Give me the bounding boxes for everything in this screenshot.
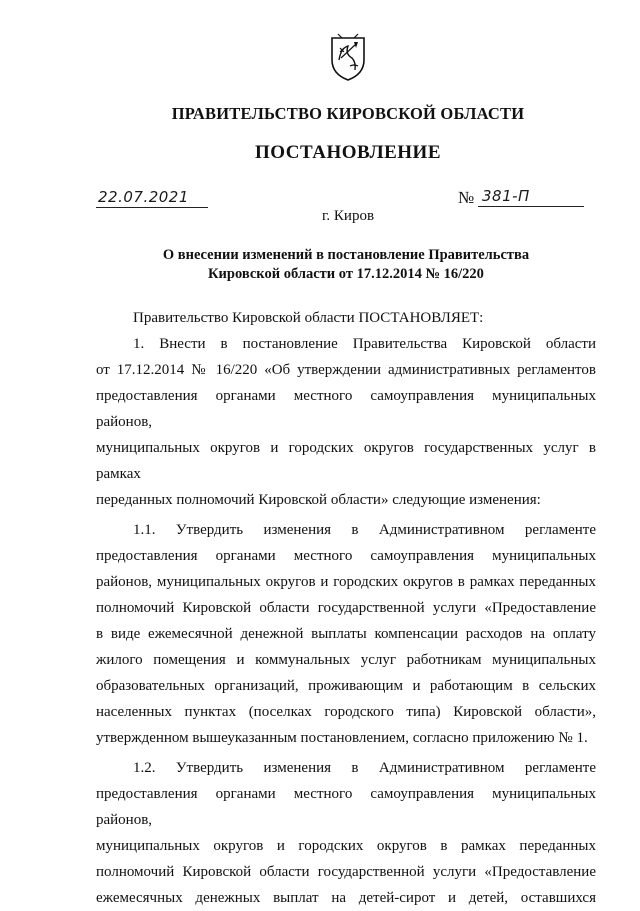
body-line: переданных полномочий Кировской области» следующие изменения: [96, 492, 541, 508]
body-line: в виде ежемесячной денежной выплаты компенсации расходов на оплату [96, 626, 596, 642]
body-line: утвержденном вышеуказанным постановлением, согласно приложению № 1. [96, 730, 588, 746]
document-body [96, 305, 596, 911]
body-line: от 17.12.2014 № 16/220 «Об утверждении административных регламентов [96, 362, 596, 378]
document-type-title: ПОСТАНОВЛЕНИЕ [254, 142, 442, 163]
body-line: муниципальных округов и городских округов государственных услуг в рамках [96, 440, 596, 482]
body-line: населенных пунктах (поселках городского типа) Кировской области», [96, 704, 596, 720]
body-line: жилого помещения и коммунальных услуг работникам муниципальных [96, 652, 596, 668]
document-date: 22.07.2021 [98, 188, 189, 206]
document-subject [96, 246, 596, 284]
subject-line: Кировской области от 17.12.2014 № 16/220 [208, 266, 484, 282]
body-line: ежемесячных денежных выплат на детей-сирот и детей, оставшихся [96, 890, 596, 906]
body-line: районов, муниципальных округов и городских округов в рамках переданных [96, 574, 596, 590]
body-line: предоставления органами местного самоуправления муниципальных районов, [96, 388, 596, 430]
body-line: предоставления органами местного самоуправления муниципальных [96, 548, 596, 564]
number-underline [478, 206, 584, 207]
subject-line: О внесении изменений в постановление Правительства [162, 247, 530, 263]
body-line: образовательных организаций, проживающим и работающим в сельских [96, 678, 596, 694]
organization-title: ПРАВИТЕЛЬСТВО КИРОВСКОЙ ОБЛАСТИ [171, 104, 525, 123]
body-line: полномочий Кировской области государственной услуги «Предоставление [96, 600, 596, 616]
document-number-field [458, 186, 584, 210]
body-line: муниципальных округов и городских округов в рамках переданных [96, 838, 596, 854]
city-line: г. Киров [321, 208, 375, 224]
body-line: полномочий Кировской области государственной услуги «Предоставление [96, 864, 596, 880]
document-date-field [96, 188, 208, 210]
preamble-line: Правительство Кировской области ПОСТАНОВЛЯЕТ: [133, 310, 484, 326]
number-sign: № [458, 188, 475, 207]
body-line: предоставления органами местного самоуправления муниципальных районов, [96, 786, 596, 828]
body-line: 1. Внести в постановление Правительства Кировской области [133, 336, 596, 352]
document-number: 381-П [482, 187, 530, 205]
body-line: 1.1. Утвердить изменения в Административном регламенте [133, 522, 596, 538]
body-line: 1.2. Утвердить изменения в Административном регламенте [133, 760, 596, 776]
kirov-oblast-coat-of-arms-icon [328, 30, 368, 82]
